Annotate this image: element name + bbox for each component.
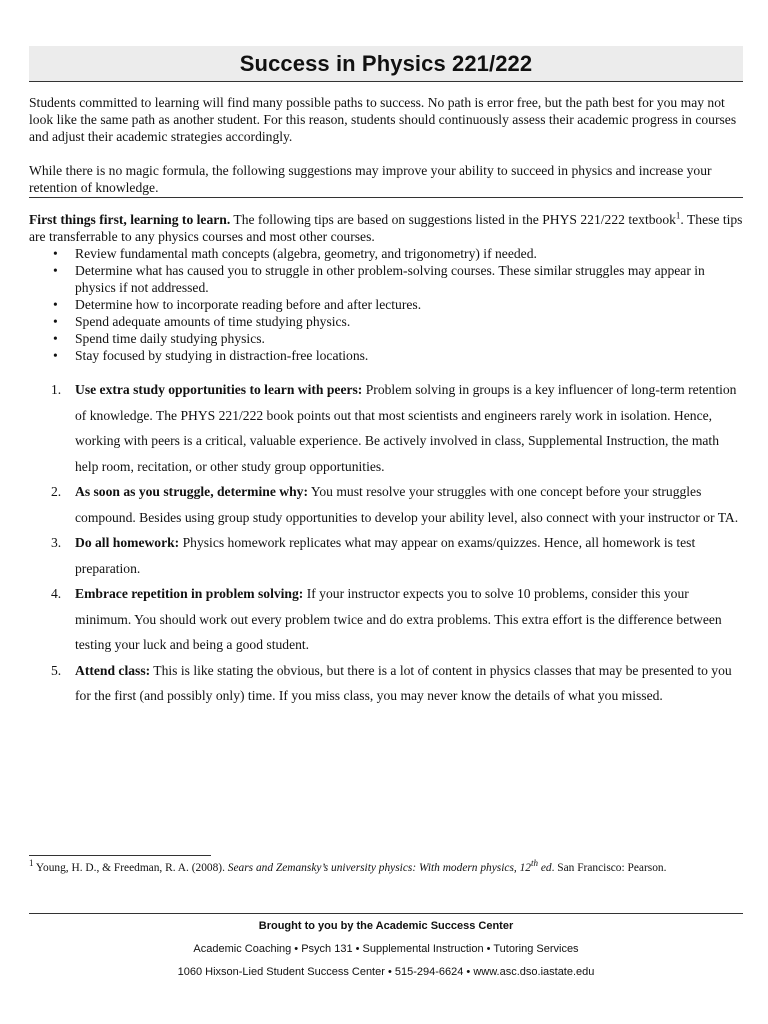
- footer-contact: 1060 Hixson-Lied Student Success Center • 515-294-6624 • www.asc.dso.iastate.edu: [177, 966, 595, 978]
- step-text: You must resolve your struggles with one concept before your struggles compound. Besides using group study opportunities to develop your ability level, also connect with your instructor or TA.: [75, 484, 739, 525]
- section-lead-text: . These tips are transferrable to any physics courses and most other courses.: [29, 212, 743, 244]
- step-number: 1.: [51, 382, 62, 397]
- list-item: • Spend time daily studying physics.: [75, 330, 743, 347]
- list-item: • Determine what has caused you to struggle in other problem-solving courses. These similar struggles may appear in physics if not addressed.: [75, 262, 743, 296]
- step-item: [29, 581, 743, 658]
- footer-heading: Brought to you by the Academic Success Center: [258, 920, 514, 932]
- footnote-mark: 1: [675, 210, 681, 221]
- page-title: Success in Physics 221/222: [239, 50, 533, 76]
- document-page: [29, 0, 743, 709]
- step-item: [29, 530, 743, 581]
- step-heading: Do all homework:: [75, 535, 180, 550]
- footer: [29, 913, 743, 980]
- step-number: 4.: [51, 586, 62, 601]
- step-text: Physics homework replicates what may appear on exams/quizzes. Hence, all homework is test preparation.: [75, 535, 696, 576]
- intro: [29, 94, 743, 196]
- step-text: Problem solving in groups is a key influencer of long-term retention of knowledge. The PHYS 221/222 book points out that most scientists and engineers rarely work in isolation. Hence, working with peers is a critical, valuable experience. Be actively involved in class, Supplemental Instruction, the math help room, recitation, or other study group opportunities.: [75, 382, 737, 474]
- step-heading: Use extra study opportunities to learn with peers:: [75, 382, 363, 397]
- section-lead-bold: First things first, learning to learn.: [29, 212, 231, 227]
- footnote-italic: ed: [537, 862, 552, 874]
- step-text: This is like stating the obvious, but there is a lot of content in physics classes that may be presented to you for the first (and possibly only) time. If you miss class, you may never know the details of what you missed.: [75, 662, 732, 703]
- footnote-text: Young, H. D., & Freedman, R. A. (2008).: [33, 862, 228, 874]
- footnote-text: . San Francisco: Pearson.: [551, 862, 667, 874]
- footnote-edition-suffix: th: [530, 858, 538, 869]
- list-item: • Review fundamental math concepts (algebra, geometry, and trigonometry) if needed.: [75, 245, 743, 262]
- step-heading: Embrace repetition in problem solving:: [75, 586, 304, 601]
- intro-paragraph: Students committed to learning will find many possible paths to success. No path is error free, but the path best for you may not look like the same path as another student. For this reason, students should continuously assess their academic progress in courses and adjust their academic strategies accordingly.: [29, 95, 737, 144]
- tips-list: [29, 245, 743, 364]
- title-bar: [29, 46, 743, 82]
- section-divider: [29, 197, 743, 198]
- step-item: [29, 377, 743, 479]
- footnote-book-title: [227, 858, 552, 874]
- step-number: 5.: [51, 662, 62, 678]
- step-heading: Attend class:: [75, 662, 151, 678]
- footnote-mark: 1: [29, 858, 34, 869]
- step-item: [29, 479, 743, 530]
- step-text: If your instructor expects you to solve 10 problems, consider this your minimum. You should work out every problem twice and do extra problems. This extra effort is the difference between testing your luck and being a good student.: [75, 586, 722, 652]
- list-item: • Stay focused by studying in distraction-free locations.: [75, 347, 743, 364]
- section-lead-text: The following tips are based on suggestions listed in the PHYS 221/222 textbook: [230, 212, 676, 227]
- list-item: • Determine how to incorporate reading before and after lectures.: [75, 296, 743, 313]
- step-item: [29, 658, 743, 709]
- footnote-divider: [29, 855, 211, 856]
- step-number: 3.: [51, 535, 62, 550]
- list-item: • Spend adequate amounts of time studying physics.: [75, 313, 743, 330]
- footer-services: Academic Coaching • Psych 131 • Supplemental Instruction • Tutoring Services: [193, 943, 579, 955]
- step-number: 2.: [51, 484, 62, 499]
- intro-paragraph: While there is no magic formula, the following suggestions may improve your ability to succeed in physics and increase your retention of knowledge.: [29, 163, 712, 195]
- numbered-steps: [29, 377, 743, 709]
- footnote-italic: Sears and Zemansky’s university physics: With modern physics, 12: [227, 862, 531, 874]
- learning-to-learn-section: [29, 211, 743, 364]
- footnote: [29, 858, 743, 876]
- section-lead: [29, 211, 743, 245]
- step-heading: As soon as you struggle, determine why:: [75, 484, 308, 499]
